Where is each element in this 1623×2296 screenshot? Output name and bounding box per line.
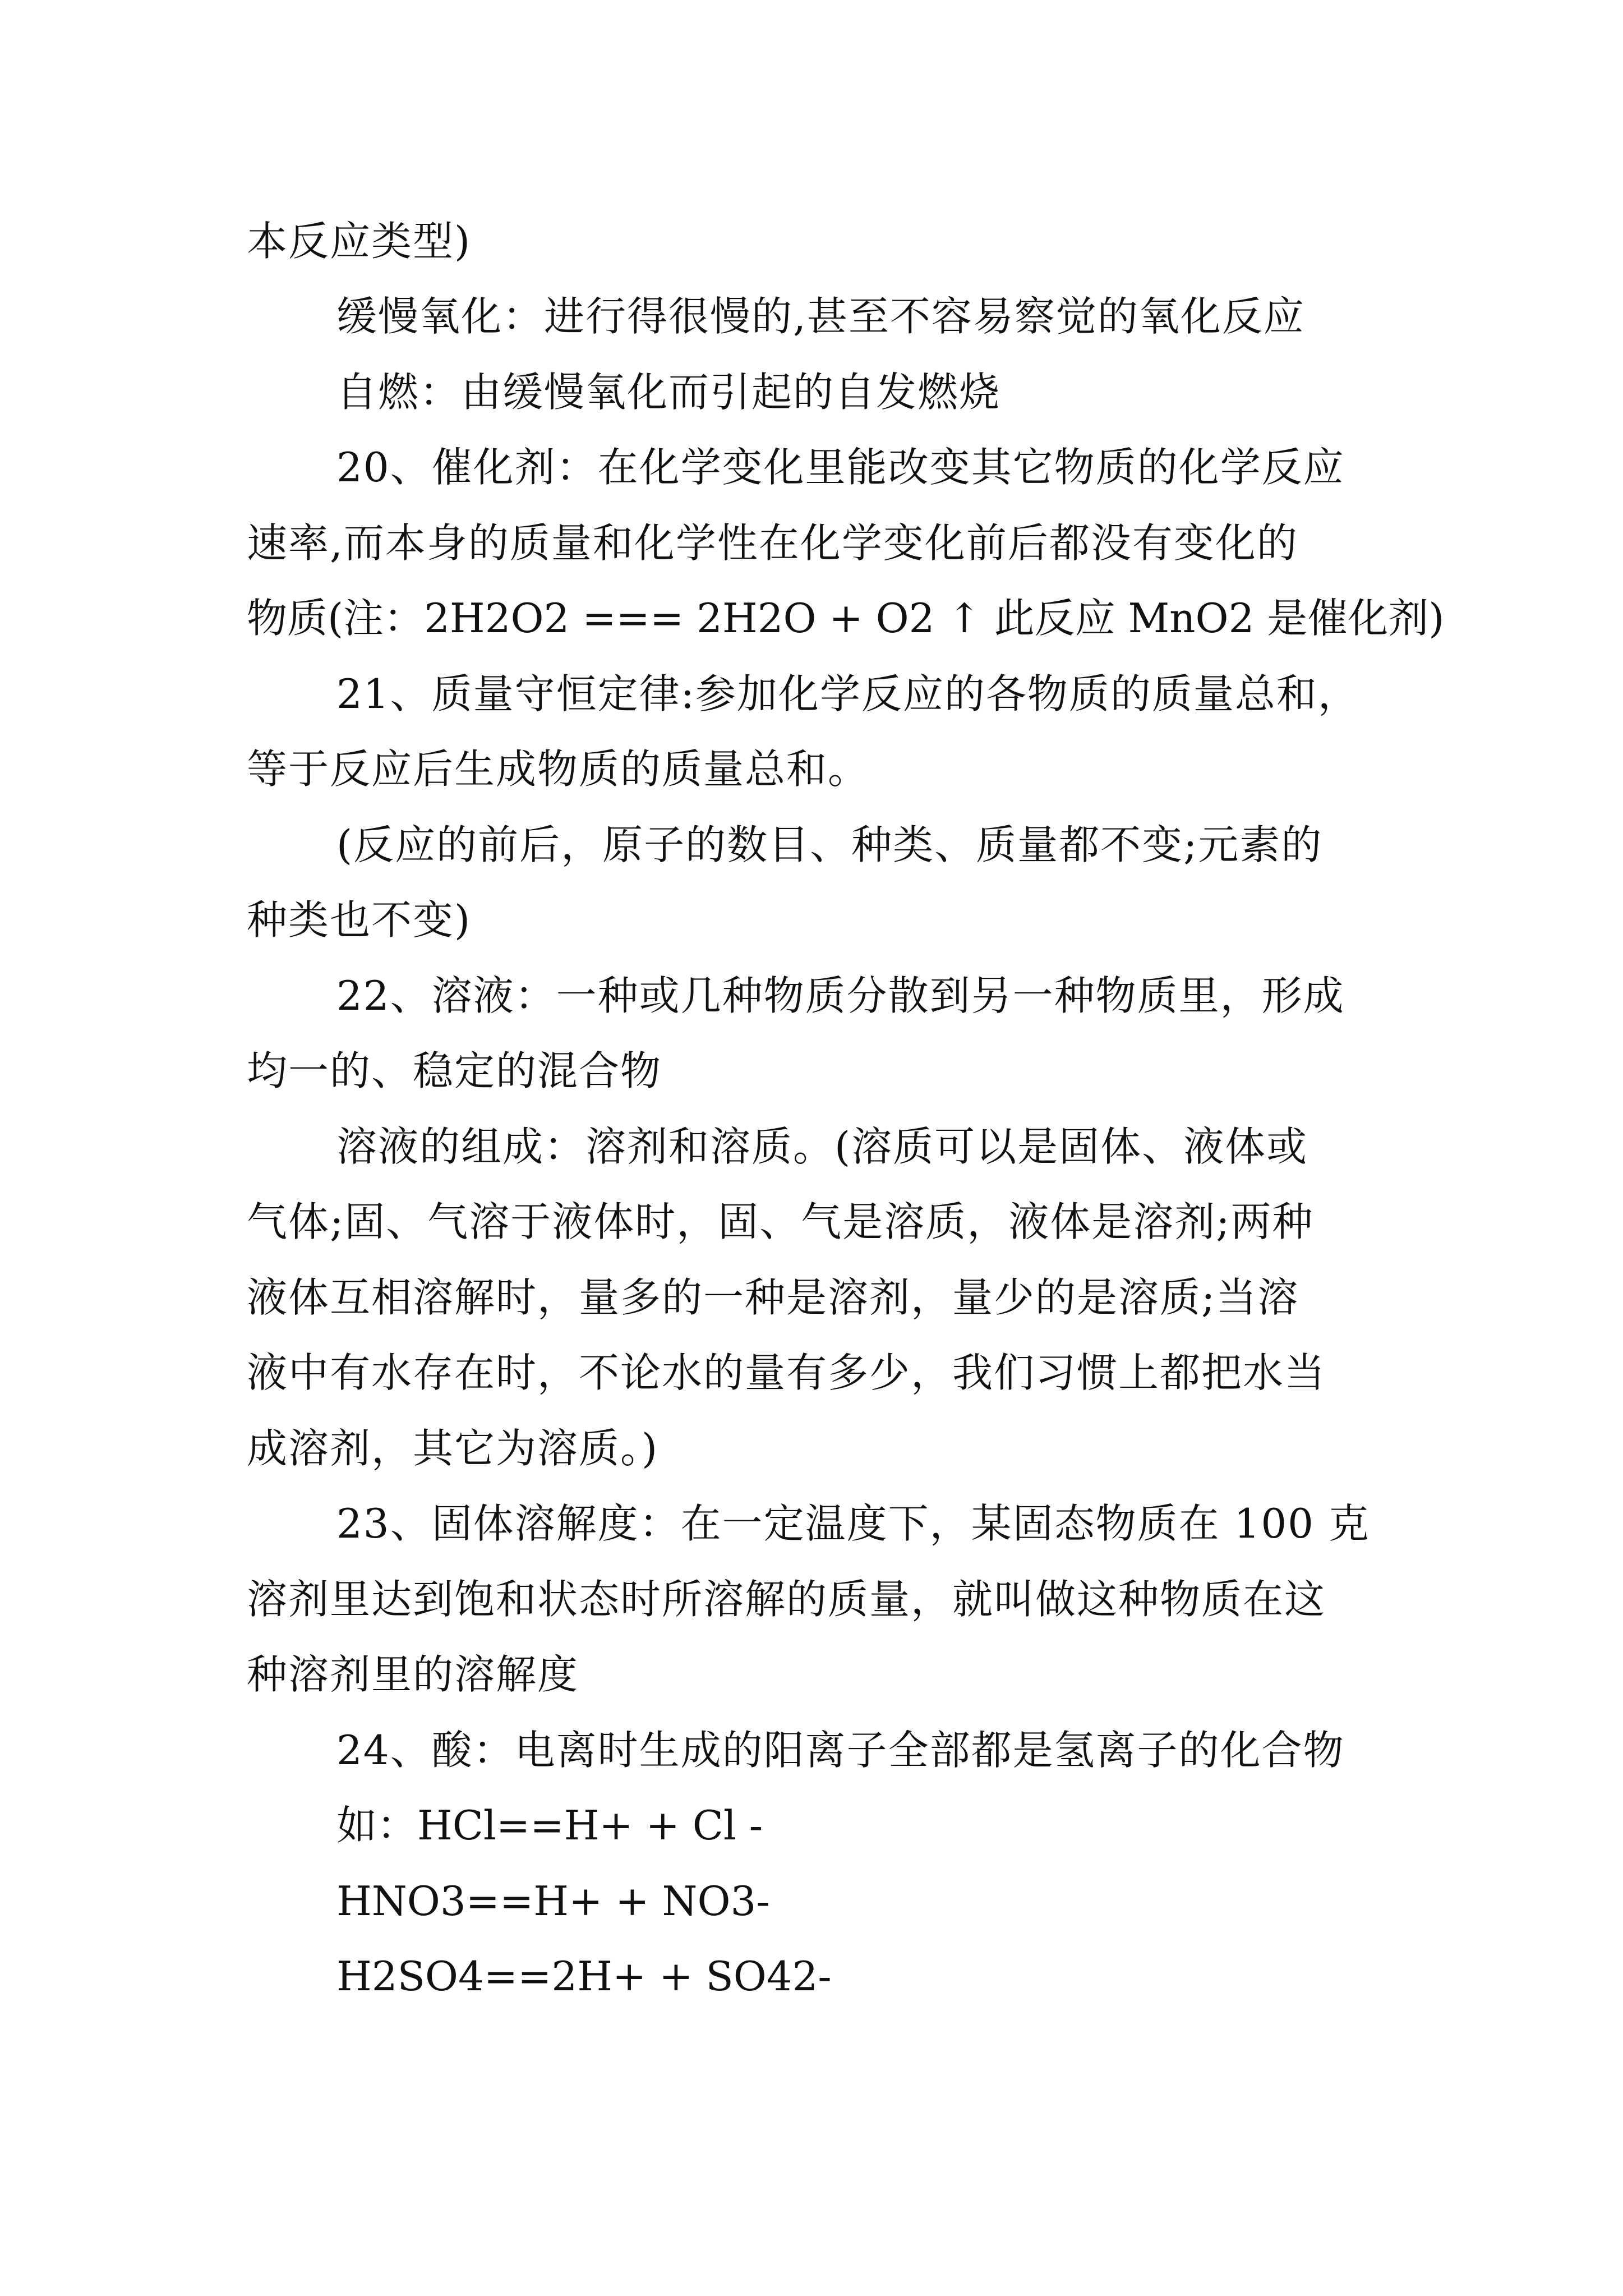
text-line: 等于反应后生成物质的质量总和。 bbox=[247, 746, 870, 793]
text-line: 本反应类型) bbox=[247, 218, 472, 265]
text-line: 物质(注：2H2O2 === 2H2O + O2 ↑ 此反应 MnO2 是催化剂) bbox=[247, 595, 1445, 642]
text-line: 气体;固、气溶于液体时，固、气是溶质，液体是溶剂;两种 bbox=[247, 1198, 1314, 1245]
text-line: 20、催化剂：在化学变化里能改变其它物质的化学反应 bbox=[336, 444, 1345, 491]
text-line: 溶液的组成：溶剂和溶质。(溶质可以是固体、液体或 bbox=[336, 1123, 1308, 1170]
text-line: 23、固体溶解度：在一定温度下，某固态物质在 100 克 bbox=[336, 1500, 1370, 1547]
text-line: 均一的、稳定的混合物 bbox=[247, 1047, 662, 1094]
text-line: 22、溶液：一种或几种物质分散到另一种物质里，形成 bbox=[336, 972, 1345, 1019]
text-line: 溶剂里达到饱和状态时所溶解的质量，就叫做这种物质在这 bbox=[247, 1576, 1326, 1623]
text-line: 液中有水存在时，不论水的量有多少，我们习惯上都把水当 bbox=[247, 1349, 1326, 1396]
text-line: 自燃：由缓慢氧化而引起的自发燃烧 bbox=[336, 369, 1001, 416]
text-line: 种溶剂里的溶解度 bbox=[247, 1651, 579, 1698]
text-line: 21、质量守恒定律:参加化学反应的各物质的质量总和， bbox=[336, 670, 1359, 717]
text-line: H2SO4==2H+ + SO42- bbox=[336, 1953, 832, 2000]
text-line: 成溶剂，其它为溶质。) bbox=[247, 1425, 659, 1472]
text-line: 液体互相溶解时，量多的一种是溶剂，量少的是溶质;当溶 bbox=[247, 1274, 1299, 1321]
text-line: 种类也不变) bbox=[247, 896, 472, 944]
text-line: (反应的前后，原子的数目、种类、质量都不变;元素的 bbox=[336, 821, 1323, 868]
text-line: HNO3==H+ + NO3- bbox=[336, 1878, 770, 1925]
text-line: 缓慢氧化：进行得很慢的,甚至不容易察觉的氧化反应 bbox=[336, 293, 1305, 340]
text-line: 如：HCl==H+ + Cl - bbox=[336, 1802, 763, 1849]
text-line: 速率,而本身的质量和化学性在化学变化前后都没有变化的 bbox=[247, 519, 1298, 567]
text-line: 24、酸：电离时生成的阳离子全部都是氢离子的化合物 bbox=[336, 1727, 1345, 1774]
